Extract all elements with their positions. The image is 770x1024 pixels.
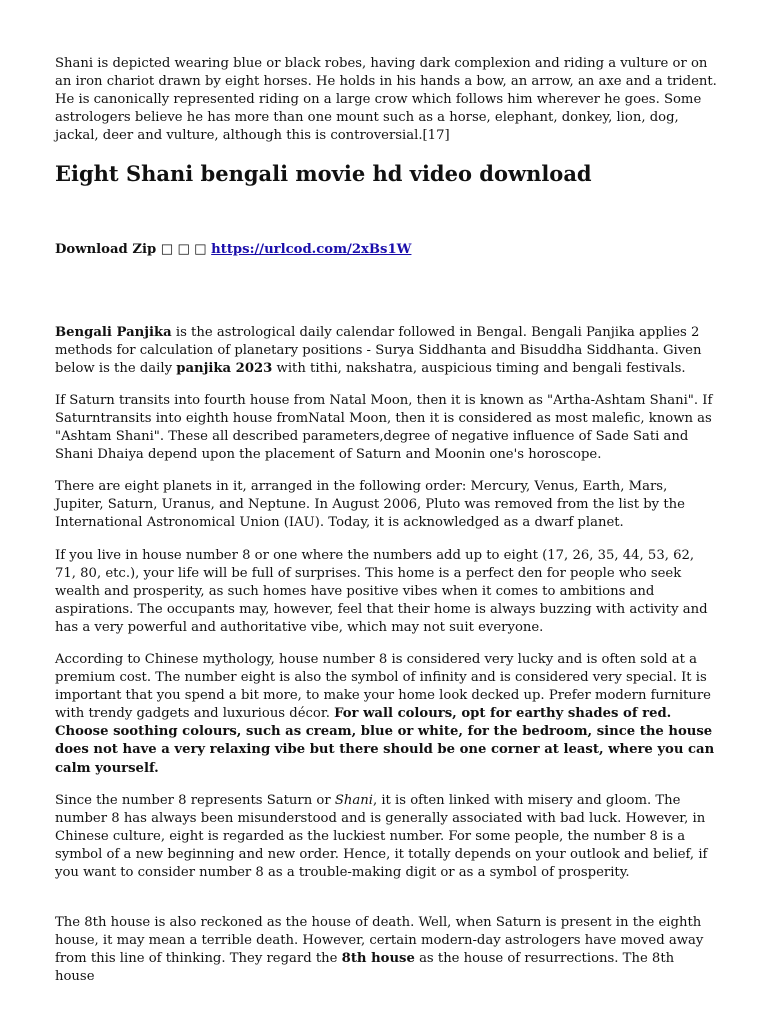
download-line <box>55 241 717 259</box>
paragraph-saturn-transits: If Saturn transits into fourth house from Natal Moon, then it is known as "Artha-Ashtam Shani". If Saturntransits into eighth house fromNatal Moon, then it is considered as most malefic, known as "Ashtam Shani". These all described parameters,degree of negative influence of Sade Sati and Shani Dhaiya depend upon the placement of Saturn and Moonin one's horoscope. <box>55 392 713 463</box>
page-title: Eight Shani bengali movie hd video download <box>55 161 592 187</box>
text-span: with tithi, nakshatra, auspicious timing and bengali festivals. <box>272 360 686 376</box>
bold-text: panjika 2023 <box>176 360 273 376</box>
text-span: Since the number 8 represents Saturn or <box>55 792 335 808</box>
italic-text: Shani <box>334 792 373 808</box>
paragraph-chinese-mythology <box>55 651 717 778</box>
download-label: Download Zip <box>55 242 157 258</box>
document-body <box>55 55 717 986</box>
bold-text: Bengali Panjika <box>55 324 172 340</box>
paragraph-eight-planets: There are eight planets in it, arranged in the following order: Mercury, Venus, Earth, Mars, Jupiter, Saturn, Uranus, and Neptune. In August 2006, Pluto was removed from the list by the International Astronomical Union (IAU). Today, it is acknowledged as a dwarf planet. <box>55 479 685 531</box>
bold-text: 8th house <box>341 951 415 967</box>
paragraph-number-8-saturn <box>55 792 717 882</box>
download-link[interactable]: https://urlcod.com/2xBs1W <box>211 242 412 258</box>
paragraph-8th-house <box>55 914 717 986</box>
text-span: The 8th house is also reckoned as the house of death. Well, when Saturn is present in the eighth house, it may mean a terrible death. However, certain modern-day astrologers have moved away from this line of thinking. They regard the <box>55 915 704 967</box>
text-span: According to Chinese mythology, house number 8 is considered very lucky and is often sold at a premium cost. The number eight is also the symbol of infinity and is considered very special. It is important that you spend a bit more, to make your home look decked up. Prefer modern furniture with trendy gadgets and luxurious décor. <box>55 651 711 722</box>
paragraph-house-number-8: If you live in house number 8 or one where the numbers add up to eight (17, 26, 35, 44, 53, 62, 71, 80, etc.), your life will be full of surprises. This home is a perfect den for people who seek wealth and prosperity, as such homes have positive vibes when it comes to ambitions and aspirations. The occupants may, however, feel that their home is always buzzing with activity and has a very powerful and authoritative vibe, which may not suit everyone. <box>55 547 708 635</box>
placeholder-glyphs: □ □ □ <box>160 242 207 258</box>
text-span: as the house of resurrections. The 8th house <box>55 951 675 985</box>
paragraph-shani-depiction: Shani is depicted wearing blue or black robes, having dark complexion and riding a vulture or on an iron chariot drawn by eight horses. He holds in his hands a bow, an arrow, an axe and a trident. He is canonically represented riding on a large crow which follows him wherever he goes. Some astrologers believe he has more than one mount such as a horse, elephant, donkey, lion, dog, jackal, deer and vulture, although this is controversial.[17] <box>55 56 717 144</box>
bold-text: For wall colours, opt for earthy shades of red. Choose soothing colours, such as cream, blue or white, for the bedroom, since the house does not have a very relaxing vibe but there should be one corner at least, where you can calm yourself. <box>55 706 715 776</box>
text-span: is the astrological daily calendar followed in Bengal. Bengali Panjika applies 2 methods for calculation of planetary positions - Surya Siddhanta and Bisuddha Siddhanta. Given below is the daily <box>55 324 702 376</box>
text-span: , it is often linked with misery and gloom. The number 8 has always been misunderstood and is generally associated with bad luck. However, in Chinese culture, eight is regarded as the luckiest number. For some people, the number 8 is a symbol of a new beginning and new order. Hence, it totally depends on your outlook and belief, if you want to consider number 8 as a trouble-making digit or as a symbol of prosperity. <box>55 792 708 880</box>
paragraph-bengali-panjika <box>55 324 717 378</box>
